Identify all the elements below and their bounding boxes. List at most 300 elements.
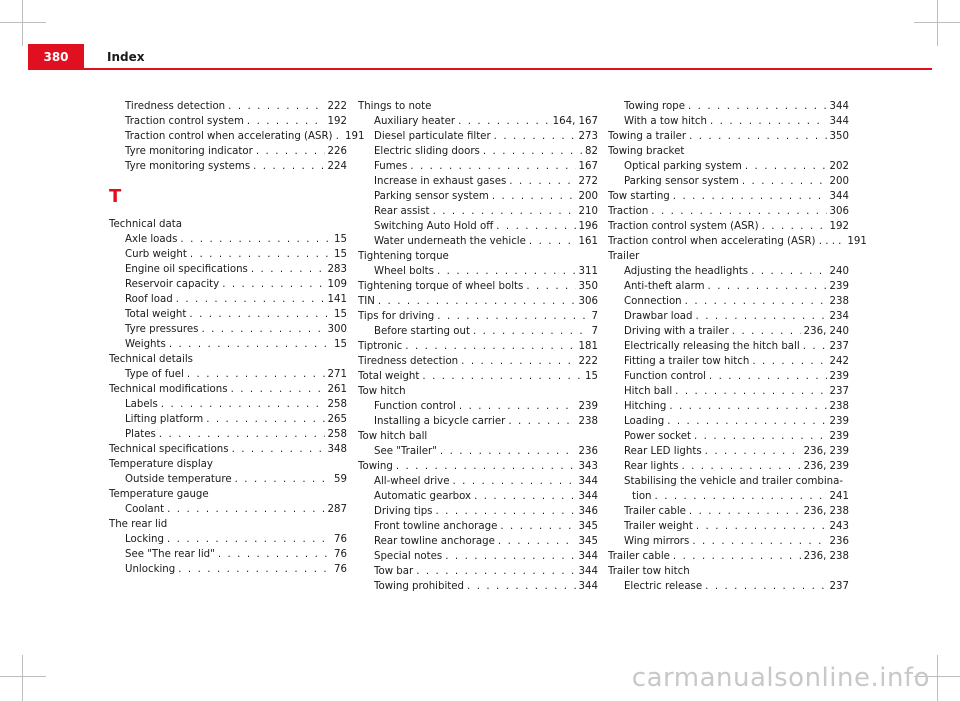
- leader-dots: [235, 472, 331, 487]
- index-term: Adjusting the headlights: [624, 266, 749, 277]
- page-ref: 222: [327, 101, 347, 112]
- index-subentry: [608, 324, 849, 339]
- index-term: Traction control when accelerating (ASR) . . . .: [608, 236, 842, 247]
- index-entry: [608, 234, 867, 249]
- index-term: Tow hitch: [358, 386, 406, 397]
- page-ref: 344: [578, 491, 598, 502]
- page-ref: 15: [334, 339, 347, 350]
- watermark: carmanualsonline.info: [631, 663, 930, 693]
- index-subentry: [109, 427, 347, 442]
- page-ref: 343: [578, 461, 598, 472]
- page-ref: 344: [829, 116, 849, 127]
- leader-dots: [222, 277, 324, 292]
- index-term: Traction: [608, 206, 649, 217]
- index-term: Axle loads: [125, 234, 178, 245]
- index-entry: [109, 457, 347, 472]
- leader-dots: [681, 459, 800, 474]
- leader-dots: [675, 384, 826, 399]
- index-term: Installing a bicycle carrier: [374, 416, 506, 427]
- leader-dots: [167, 532, 331, 547]
- index-entry: [358, 384, 598, 399]
- page-ref: 306: [829, 206, 849, 217]
- leader-dots: [509, 174, 575, 189]
- index-term: tion: [632, 491, 652, 502]
- index-subentry: [358, 444, 598, 459]
- page-ref: 258: [327, 429, 347, 440]
- index-term: Technical specifications: [109, 444, 229, 455]
- index-subentry: [109, 159, 347, 174]
- leader-dots: [437, 264, 576, 279]
- page-title: Index: [107, 50, 145, 64]
- leader-dots: [178, 562, 331, 577]
- index-term: Trailer tow hitch: [608, 566, 690, 577]
- index-term: Water underneath the vehicle: [374, 236, 526, 247]
- index-subentry: [608, 339, 849, 354]
- page-ref: 224: [327, 161, 347, 172]
- index-entry: [358, 294, 598, 309]
- index-subentry: [608, 429, 849, 444]
- page-ref: 242: [829, 356, 849, 367]
- index-subentry: [608, 99, 849, 114]
- leader-dots: [498, 534, 576, 549]
- index-subentry: [608, 309, 849, 324]
- leader-dots: [752, 354, 826, 369]
- index-subentry: [358, 174, 598, 189]
- index-subentry: [358, 414, 598, 429]
- index-term: Function control: [624, 371, 706, 382]
- leader-dots: [655, 489, 827, 504]
- index-entry: [109, 442, 347, 457]
- page-ref: 283: [327, 264, 347, 275]
- leader-dots: [161, 397, 325, 412]
- index-term: Driving with a trailer: [624, 326, 729, 337]
- index-entry: [358, 429, 598, 444]
- index-term: Towing: [358, 461, 393, 472]
- page-ref: 82: [585, 146, 598, 157]
- leader-dots: [732, 324, 801, 339]
- leader-dots: [762, 219, 827, 234]
- index-term: Tiredness detection: [358, 356, 459, 367]
- index-term: Fumes: [374, 161, 408, 172]
- leader-dots: [667, 414, 826, 429]
- page-ref: 265: [327, 414, 347, 425]
- index-subentry: [608, 264, 849, 279]
- index-term: Trailer cable: [624, 506, 686, 517]
- index-subentry: [358, 159, 598, 174]
- index-subentry: [608, 114, 849, 129]
- index-term: Parking sensor system: [374, 191, 489, 202]
- leader-dots: [416, 564, 575, 579]
- index-subentry: [358, 534, 598, 549]
- index-subentry: [109, 532, 347, 547]
- index-subentry: [109, 114, 347, 129]
- index-column-3: [608, 99, 867, 594]
- page-ref: 273: [578, 131, 598, 142]
- leader-dots: [500, 519, 575, 534]
- index-term: Lifting platform: [125, 414, 204, 425]
- leader-dots: [696, 309, 827, 324]
- index-term: Hitch ball: [624, 386, 673, 397]
- index-subentry: [358, 264, 598, 279]
- leader-dots: [526, 279, 575, 294]
- index-term: Tiptronic: [358, 341, 403, 352]
- index-subentry: [358, 234, 598, 249]
- leader-dots: [452, 474, 575, 489]
- leader-dots: [232, 442, 325, 457]
- leader-dots: [458, 114, 550, 129]
- leader-dots: [708, 279, 827, 294]
- index-entry: [109, 382, 347, 397]
- leader-dots: [474, 489, 575, 504]
- page-ref: 344: [578, 551, 598, 562]
- page-ref: 239: [829, 371, 849, 382]
- leader-dots: [688, 99, 827, 114]
- index-entry: [358, 279, 598, 294]
- index-term: Drawbar load: [624, 311, 693, 322]
- index-subentry: [109, 367, 347, 382]
- page-ref: 59: [334, 474, 347, 485]
- leader-dots: [710, 114, 827, 129]
- index-subentry: [608, 519, 849, 534]
- leader-dots: [180, 232, 331, 247]
- index-term: Technical data: [109, 219, 182, 230]
- leader-dots: [459, 399, 576, 414]
- index-term: Tow hitch ball: [358, 431, 428, 442]
- index-term: Coolant: [125, 504, 165, 515]
- page-ref: 239: [829, 431, 849, 442]
- index-subentry: [109, 99, 347, 114]
- index-subentry: [608, 414, 849, 429]
- leader-dots: [167, 502, 324, 517]
- index-term: Tightening torque of wheel bolts: [358, 281, 524, 292]
- index-subentry: [358, 579, 598, 594]
- leader-dots: [461, 354, 575, 369]
- page-ref: 15: [585, 371, 598, 382]
- leader-dots: [745, 159, 827, 174]
- index-term: Labels: [125, 399, 158, 410]
- page-ref: 76: [334, 534, 347, 545]
- index-term: Traction control system: [125, 116, 244, 127]
- page-ref: 226: [327, 146, 347, 157]
- index-entry: [358, 249, 598, 264]
- index-term: See "Trailer": [374, 446, 437, 457]
- leader-dots: [169, 337, 331, 352]
- leader-dots: [247, 114, 325, 129]
- index-subentry: [358, 219, 598, 234]
- index-subentry: [608, 399, 849, 414]
- page-ref: 258: [327, 399, 347, 410]
- index-term: Electrically releasing the hitch ball: [624, 341, 800, 352]
- index-subentry: [109, 277, 347, 292]
- index-term: Hitching: [624, 401, 667, 412]
- page-ref: 344: [829, 191, 849, 202]
- page-ref: 306: [578, 296, 598, 307]
- page-ref: 15: [334, 234, 347, 245]
- page-ref: 237: [829, 581, 849, 592]
- leader-dots: [228, 99, 324, 114]
- index-term: Traction control system (ASR): [608, 221, 759, 232]
- page-ref: 348: [327, 444, 347, 455]
- leader-dots: [508, 414, 575, 429]
- index-term: Temperature display: [109, 459, 213, 470]
- page-ref: 196: [578, 221, 598, 232]
- leader-dots: [206, 412, 324, 427]
- leader-dots: [440, 444, 576, 459]
- index-term: Towing prohibited: [374, 581, 465, 592]
- page-ref: 239: [829, 281, 849, 292]
- index-term: Anti-theft alarm: [624, 281, 705, 292]
- leader-dots: [692, 534, 826, 549]
- leader-dots: [190, 247, 331, 262]
- index-term: Wing mirrors: [624, 536, 690, 547]
- page-ref: 109: [327, 279, 347, 290]
- index-term: Engine oil specifications: [125, 264, 248, 275]
- index-subentry: [608, 459, 849, 474]
- leader-dots: [467, 579, 576, 594]
- index-term: Rear assist: [374, 206, 430, 217]
- index-entry: [358, 339, 598, 354]
- page-ref: 200: [578, 191, 598, 202]
- page-ref: 344: [578, 566, 598, 577]
- index-entry: [608, 144, 849, 159]
- page-ref: 7: [591, 311, 598, 322]
- index-term: Automatic gearbox: [374, 491, 472, 502]
- index-term: Reservoir capacity: [125, 279, 220, 290]
- index-term: Technical details: [109, 354, 193, 365]
- index-term: Towing a trailer: [608, 131, 687, 142]
- section-letter: T: [109, 186, 122, 207]
- index-term: The rear lid: [109, 519, 168, 530]
- index-entry: [608, 204, 849, 219]
- crop-mark: [937, 0, 938, 46]
- index-term: Electric sliding doors: [374, 146, 480, 157]
- index-term: Towing rope: [624, 101, 685, 112]
- page-ref: 238: [829, 401, 849, 412]
- leader-dots: [492, 189, 576, 204]
- index-term: Rear lights: [624, 461, 679, 472]
- index-term: Increase in exhaust gases: [374, 176, 507, 187]
- index-entry: [608, 564, 849, 579]
- index-subentry: [608, 174, 849, 189]
- index-term: Trailer: [608, 251, 640, 262]
- crop-mark: [937, 655, 938, 701]
- leader-dots: [256, 144, 325, 159]
- index-subentry: [109, 337, 347, 352]
- index-subentry: [109, 562, 347, 577]
- page-ref: 192: [327, 116, 347, 127]
- index-subentry: [358, 504, 598, 519]
- page-ref: 210: [578, 206, 598, 217]
- page-ref: 241: [829, 491, 849, 502]
- page-ref: 238: [829, 296, 849, 307]
- leader-dots: [159, 427, 325, 442]
- index-subentry: [109, 247, 347, 262]
- index-subentry: [358, 324, 598, 339]
- index-term: Trailer cable: [608, 551, 670, 562]
- index-subentry: [358, 519, 598, 534]
- page-ref: 236, 239: [803, 461, 849, 472]
- index-subentry: [608, 279, 849, 294]
- index-term: Driving tips: [374, 506, 433, 517]
- index-term: Special notes: [374, 551, 443, 562]
- index-entry: [358, 459, 598, 474]
- page-ref: 345: [578, 536, 598, 547]
- index-term: Unlocking: [125, 564, 176, 575]
- leader-dots: [685, 294, 827, 309]
- page-ref: 181: [578, 341, 598, 352]
- index-term: Tyre monitoring systems: [125, 161, 251, 172]
- leader-dots: [673, 549, 801, 564]
- index-term: Trailer weight: [624, 521, 693, 532]
- index-subentry: [358, 204, 598, 219]
- page-ref: 236: [829, 536, 849, 547]
- index-term: Type of fuel: [125, 369, 184, 380]
- index-column-2: [358, 99, 598, 594]
- index-subentry: [109, 397, 347, 412]
- leader-dots: [201, 322, 324, 337]
- index-term: Function control: [374, 401, 456, 412]
- index-subentry: [109, 232, 347, 247]
- index-term: Outside temperature: [125, 474, 232, 485]
- leader-dots: [651, 204, 826, 219]
- page-ref: 161: [578, 236, 598, 247]
- leader-dots: [435, 504, 575, 519]
- leader-dots: [529, 234, 576, 249]
- page-ref: 234: [829, 311, 849, 322]
- leader-dots: [445, 549, 575, 564]
- index-term: Stabilising the vehicle and trailer combina-: [624, 476, 844, 487]
- page-ref: 350: [578, 281, 598, 292]
- page-ref: 202: [829, 161, 849, 172]
- index-term: Loading: [624, 416, 665, 427]
- page-ref: 239: [829, 416, 849, 427]
- index-subentry: [358, 399, 598, 414]
- page-ref: 236, 238: [803, 506, 849, 517]
- leader-dots: [696, 519, 827, 534]
- index-term: Weights: [125, 339, 166, 350]
- page-ref: 243: [829, 521, 849, 532]
- index-entry: [608, 189, 849, 204]
- index-subentry: [608, 384, 849, 399]
- index-term: Parking sensor system: [624, 176, 739, 187]
- leader-dots: [689, 504, 801, 519]
- index-term: Total weight: [125, 309, 187, 320]
- crop-mark: [0, 22, 46, 23]
- page-ref: 76: [334, 549, 347, 560]
- page-ref: 222: [578, 356, 598, 367]
- leader-dots: [673, 189, 827, 204]
- index-subentry: [358, 474, 598, 489]
- header-rule: [84, 68, 932, 70]
- index-subentry: [608, 534, 849, 549]
- page-ref: 236, 240: [803, 326, 849, 337]
- index-term: Rear towline anchorage: [374, 536, 495, 547]
- leader-dots: [231, 382, 325, 397]
- page-ref: 346: [578, 506, 598, 517]
- index-term: Before starting out: [374, 326, 470, 337]
- index-subentry: [358, 564, 598, 579]
- index-subentry: [358, 129, 598, 144]
- index-term: Fitting a trailer tow hitch: [624, 356, 750, 367]
- page-ref: 164, 167: [552, 116, 598, 127]
- index-term: TIN: [358, 296, 375, 307]
- index-entry: [109, 217, 347, 232]
- index-term: Plates: [125, 429, 156, 440]
- index-subentry: [608, 444, 849, 459]
- leader-dots: [751, 264, 826, 279]
- index-subentry: [109, 472, 347, 487]
- index-term: Power socket: [624, 431, 691, 442]
- index-term: All-wheel drive: [374, 476, 450, 487]
- index-term: Optical parking system: [624, 161, 742, 172]
- page-ref: 300: [327, 324, 347, 335]
- leader-dots: [473, 324, 589, 339]
- index-subentry: [608, 489, 849, 504]
- index-subentry: [608, 504, 849, 519]
- page-ref: 311: [578, 266, 598, 277]
- index-entry: [109, 487, 347, 502]
- leader-dots: [253, 159, 324, 174]
- index-entry: [608, 549, 849, 564]
- page-ref: 167: [578, 161, 598, 172]
- leader-dots: [378, 294, 576, 309]
- index-subentry: [109, 292, 347, 307]
- leader-dots: [422, 369, 582, 384]
- page-ref: 238: [578, 416, 598, 427]
- page-ref: 237: [829, 386, 849, 397]
- index-term: Things to note: [358, 101, 432, 112]
- index-entry: [358, 309, 598, 324]
- leader-dots: [187, 367, 325, 382]
- leader-dots: [433, 204, 576, 219]
- index-term: Tyre monitoring indicator: [125, 146, 253, 157]
- index-term: See "The rear lid": [125, 549, 215, 560]
- index-subentry: [358, 189, 598, 204]
- page-ref: 15: [334, 249, 347, 260]
- index-term: Connection: [624, 296, 682, 307]
- index-term: Towing bracket: [608, 146, 685, 157]
- leader-dots: [396, 459, 576, 474]
- page-ref: 344: [578, 476, 598, 487]
- index-entry: [608, 129, 849, 144]
- index-term: Wheel bolts: [374, 266, 434, 277]
- index-term: Technical modifications: [109, 384, 228, 395]
- index-term: Curb weight: [125, 249, 187, 260]
- page-ref: 344: [829, 101, 849, 112]
- page-ref: 272: [578, 176, 598, 187]
- index-subentry: [109, 502, 347, 517]
- index-term: Diesel particulate filter: [374, 131, 491, 142]
- page-ref: 350: [829, 131, 849, 142]
- index-term: Switching Auto Hold off: [374, 221, 494, 232]
- index-term: Front towline anchorage: [374, 521, 498, 532]
- index-term: Locking: [125, 534, 164, 545]
- leader-dots: [218, 547, 331, 562]
- leader-dots: [803, 339, 827, 354]
- crop-mark: [22, 655, 23, 701]
- index-subentry: [109, 307, 347, 322]
- page-ref: 236, 239: [803, 446, 849, 457]
- index-subentry: [358, 114, 598, 129]
- index-entry: [109, 352, 347, 367]
- leader-dots: [405, 339, 575, 354]
- index-subentry: [608, 579, 849, 594]
- index-term: Tyre pressures: [125, 324, 199, 335]
- page-ref: 191: [344, 131, 365, 142]
- page-ref: 192: [829, 221, 849, 232]
- page-ref: 76: [334, 564, 347, 575]
- index-entry: [608, 219, 849, 234]
